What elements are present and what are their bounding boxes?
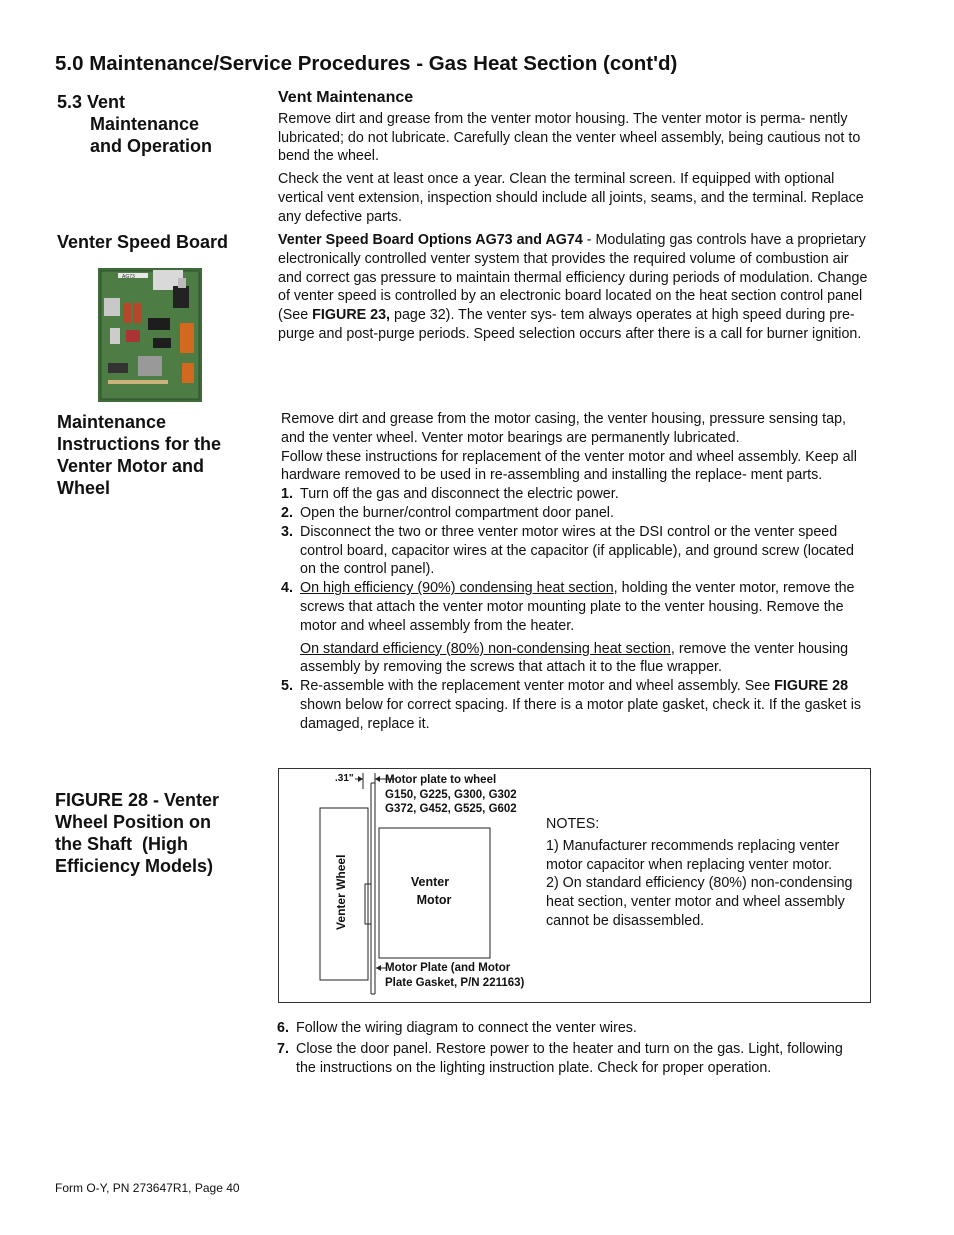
venter-speed-board-photo: [98, 268, 202, 402]
motor-instructions-section: [281, 410, 871, 734]
step-number: 1.: [281, 486, 293, 503]
motor-side-heading: [57, 411, 221, 499]
step-number: 6.: [277, 1020, 289, 1036]
list-item: [281, 677, 871, 733]
motor-para-2: Follow these instructions for replacement of the venter motor and wheel assembly. Keep all hardware removed to be used in re-assembling and installing the replace- ment parts.: [281, 448, 857, 484]
caption-line-3: the Shaft (High: [55, 834, 188, 854]
list-item: [281, 504, 871, 523]
venter-motor-label: [380, 873, 480, 909]
step-text: , remove the venter housing assembly by removing the screws that attach it to the flue wrapper.: [300, 640, 849, 676]
caption-line-2: Wheel Position on: [55, 812, 211, 832]
motor-steps-list: [281, 485, 871, 733]
venter-wheel-label: Venter Wheel: [333, 854, 348, 930]
motor-plate-label: [385, 961, 524, 990]
note-2: 2) On standard efficiency (80%) non-condensing heat section, venter motor and wheel assembly cannot be disassembled.: [546, 875, 853, 929]
figure-notes: [546, 815, 864, 931]
plate-label-line-1: Motor Plate (and Motor: [385, 962, 511, 974]
plate-label-line-2: Plate Gasket, P/N 221163): [385, 976, 525, 989]
step-text: Disconnect the two or three venter motor wires at the DSI control or the venter speed control board, capacitor wires at the capacitor (if applicable), and ground screw (located on the control panel).: [300, 523, 854, 578]
figure-28-box: [278, 768, 871, 1003]
notes-title: NOTES:: [546, 816, 600, 832]
step-4-underlined: On high efficiency (90%) condensing heat section: [300, 580, 614, 597]
step-number: 4.: [281, 580, 293, 597]
plate-to-wheel-line-1: Motor plate to wheel: [385, 774, 497, 786]
motor-steps-continued: [277, 1019, 857, 1077]
dimension-label: .31": [335, 773, 354, 784]
step-number: 3.: [281, 523, 293, 540]
motor-label-line-2: Motor: [416, 893, 452, 907]
list-item: [281, 579, 871, 635]
step-text: Turn off the gas and disconnect the electric power.: [300, 486, 619, 503]
step-number: 2.: [281, 504, 293, 521]
figure-23-ref: FIGURE 23,: [312, 307, 391, 324]
plate-to-wheel-line-3: G372, G452, G525, G602: [385, 803, 517, 815]
motor-label-line-1: Venter: [410, 875, 450, 889]
step-4b-underlined: On standard efficiency (80%) non-condensing heat section: [300, 640, 671, 657]
step-text: Open the burner/control compartment door panel.: [300, 504, 614, 521]
step-text: , holding the venter motor, remove the screws that attach the venter motor mounting plate to the venter housing. Remove the motor and wheel assembly from the heater.: [300, 580, 855, 634]
step-text: Close the door panel. Restore power to the heater and turn on the gas. Light, following the instructions on the lighting instruction plate. Check for proper operation.: [296, 1040, 843, 1076]
speed-board-text-a: - Modulating gas controls have a proprietary electronically controlled venter system that provides the required volume of combustion air and correct gas pressure to maintain thermal efficiency during periods of modulation. Change of venter speed is controlled by an electronic board located on the heat section control panel (See: [278, 232, 868, 324]
speed-board-side-heading: Venter Speed Board: [57, 232, 229, 252]
speed-board-text-b: page 32). The venter sys- tem always operates at high speed during pre-purge and post-purge periods. Speed selection occurs after there is a call for burner ignition.: [278, 307, 862, 342]
speed-board-section: [278, 231, 870, 348]
page-title: 5.0 Maintenance/Service Procedures - Gas Heat Section (cont'd): [55, 52, 678, 75]
vent-heading-line-3: and Operation: [90, 136, 213, 156]
speed-board-lead: Venter Speed Board Options AG73 and AG74: [278, 232, 583, 248]
motor-para-1: Remove dirt and grease from the motor casing, the venter housing, pressure sensing tap, and the venter wheel. Venter motor bearings are permanently lubricated.: [281, 411, 847, 446]
motor-heading-line-3: Venter Motor and: [57, 456, 205, 476]
vent-side-heading: [57, 91, 212, 157]
step-number: 7.: [277, 1040, 289, 1057]
step-text: shown below for correct spacing. If there is a motor plate gasket, check it. If the gasket is damaged, replace it.: [300, 696, 862, 732]
note-1: 1) Manufacturer recommends replacing venter motor capacitor when replacing venter motor.: [546, 837, 840, 873]
vent-maintenance-subheading: Vent Maintenance: [278, 89, 414, 106]
vent-heading-line-1: 5.3 Vent: [57, 92, 126, 112]
vent-para-2: Check the vent at least once a year. Clean the terminal screen. If equipped with optional vertical vent extension, inspection should include all joints, seams, and the terminal. Replace any defective parts.: [278, 171, 864, 225]
motor-heading-line-1: Maintenance: [57, 412, 167, 432]
figure-28-ref: FIGURE 28: [774, 678, 849, 695]
list-item: [281, 485, 871, 504]
motor-heading-line-2: Instructions for the: [57, 434, 222, 454]
board-label: AG73: [122, 274, 135, 280]
plate-to-wheel-line-2: G150, G225, G300, G302: [385, 788, 517, 801]
plate-to-wheel-label: [385, 773, 517, 817]
step-number: 5.: [281, 678, 293, 695]
caption-line-1: FIGURE 28 - Venter: [55, 790, 220, 810]
page-footer: Form O-Y, PN 273647R1, Page 40: [55, 1181, 240, 1195]
vent-heading-line-2: Maintenance: [90, 114, 200, 134]
motor-heading-line-4: Wheel: [57, 478, 111, 498]
list-item: [277, 1040, 857, 1078]
vent-maintenance-section: [278, 89, 870, 231]
step-text: Follow the wiring diagram to connect the venter wires.: [296, 1020, 637, 1036]
list-item: [277, 1019, 857, 1038]
vent-para-1: Remove dirt and grease from the venter motor housing. The venter motor is perma- nently lubricated; do not lubricate. Carefully clean the venter wheel assembly, being cautious not to bend the wheel.: [278, 110, 861, 165]
step-text: Re-assemble with the replacement venter motor and wheel assembly. See: [300, 678, 775, 695]
caption-line-4: Efficiency Models): [55, 856, 214, 876]
list-item: [281, 523, 871, 579]
circuit-board-image: [98, 268, 202, 402]
list-item: [281, 640, 871, 678]
figure-28-caption: [55, 789, 219, 877]
